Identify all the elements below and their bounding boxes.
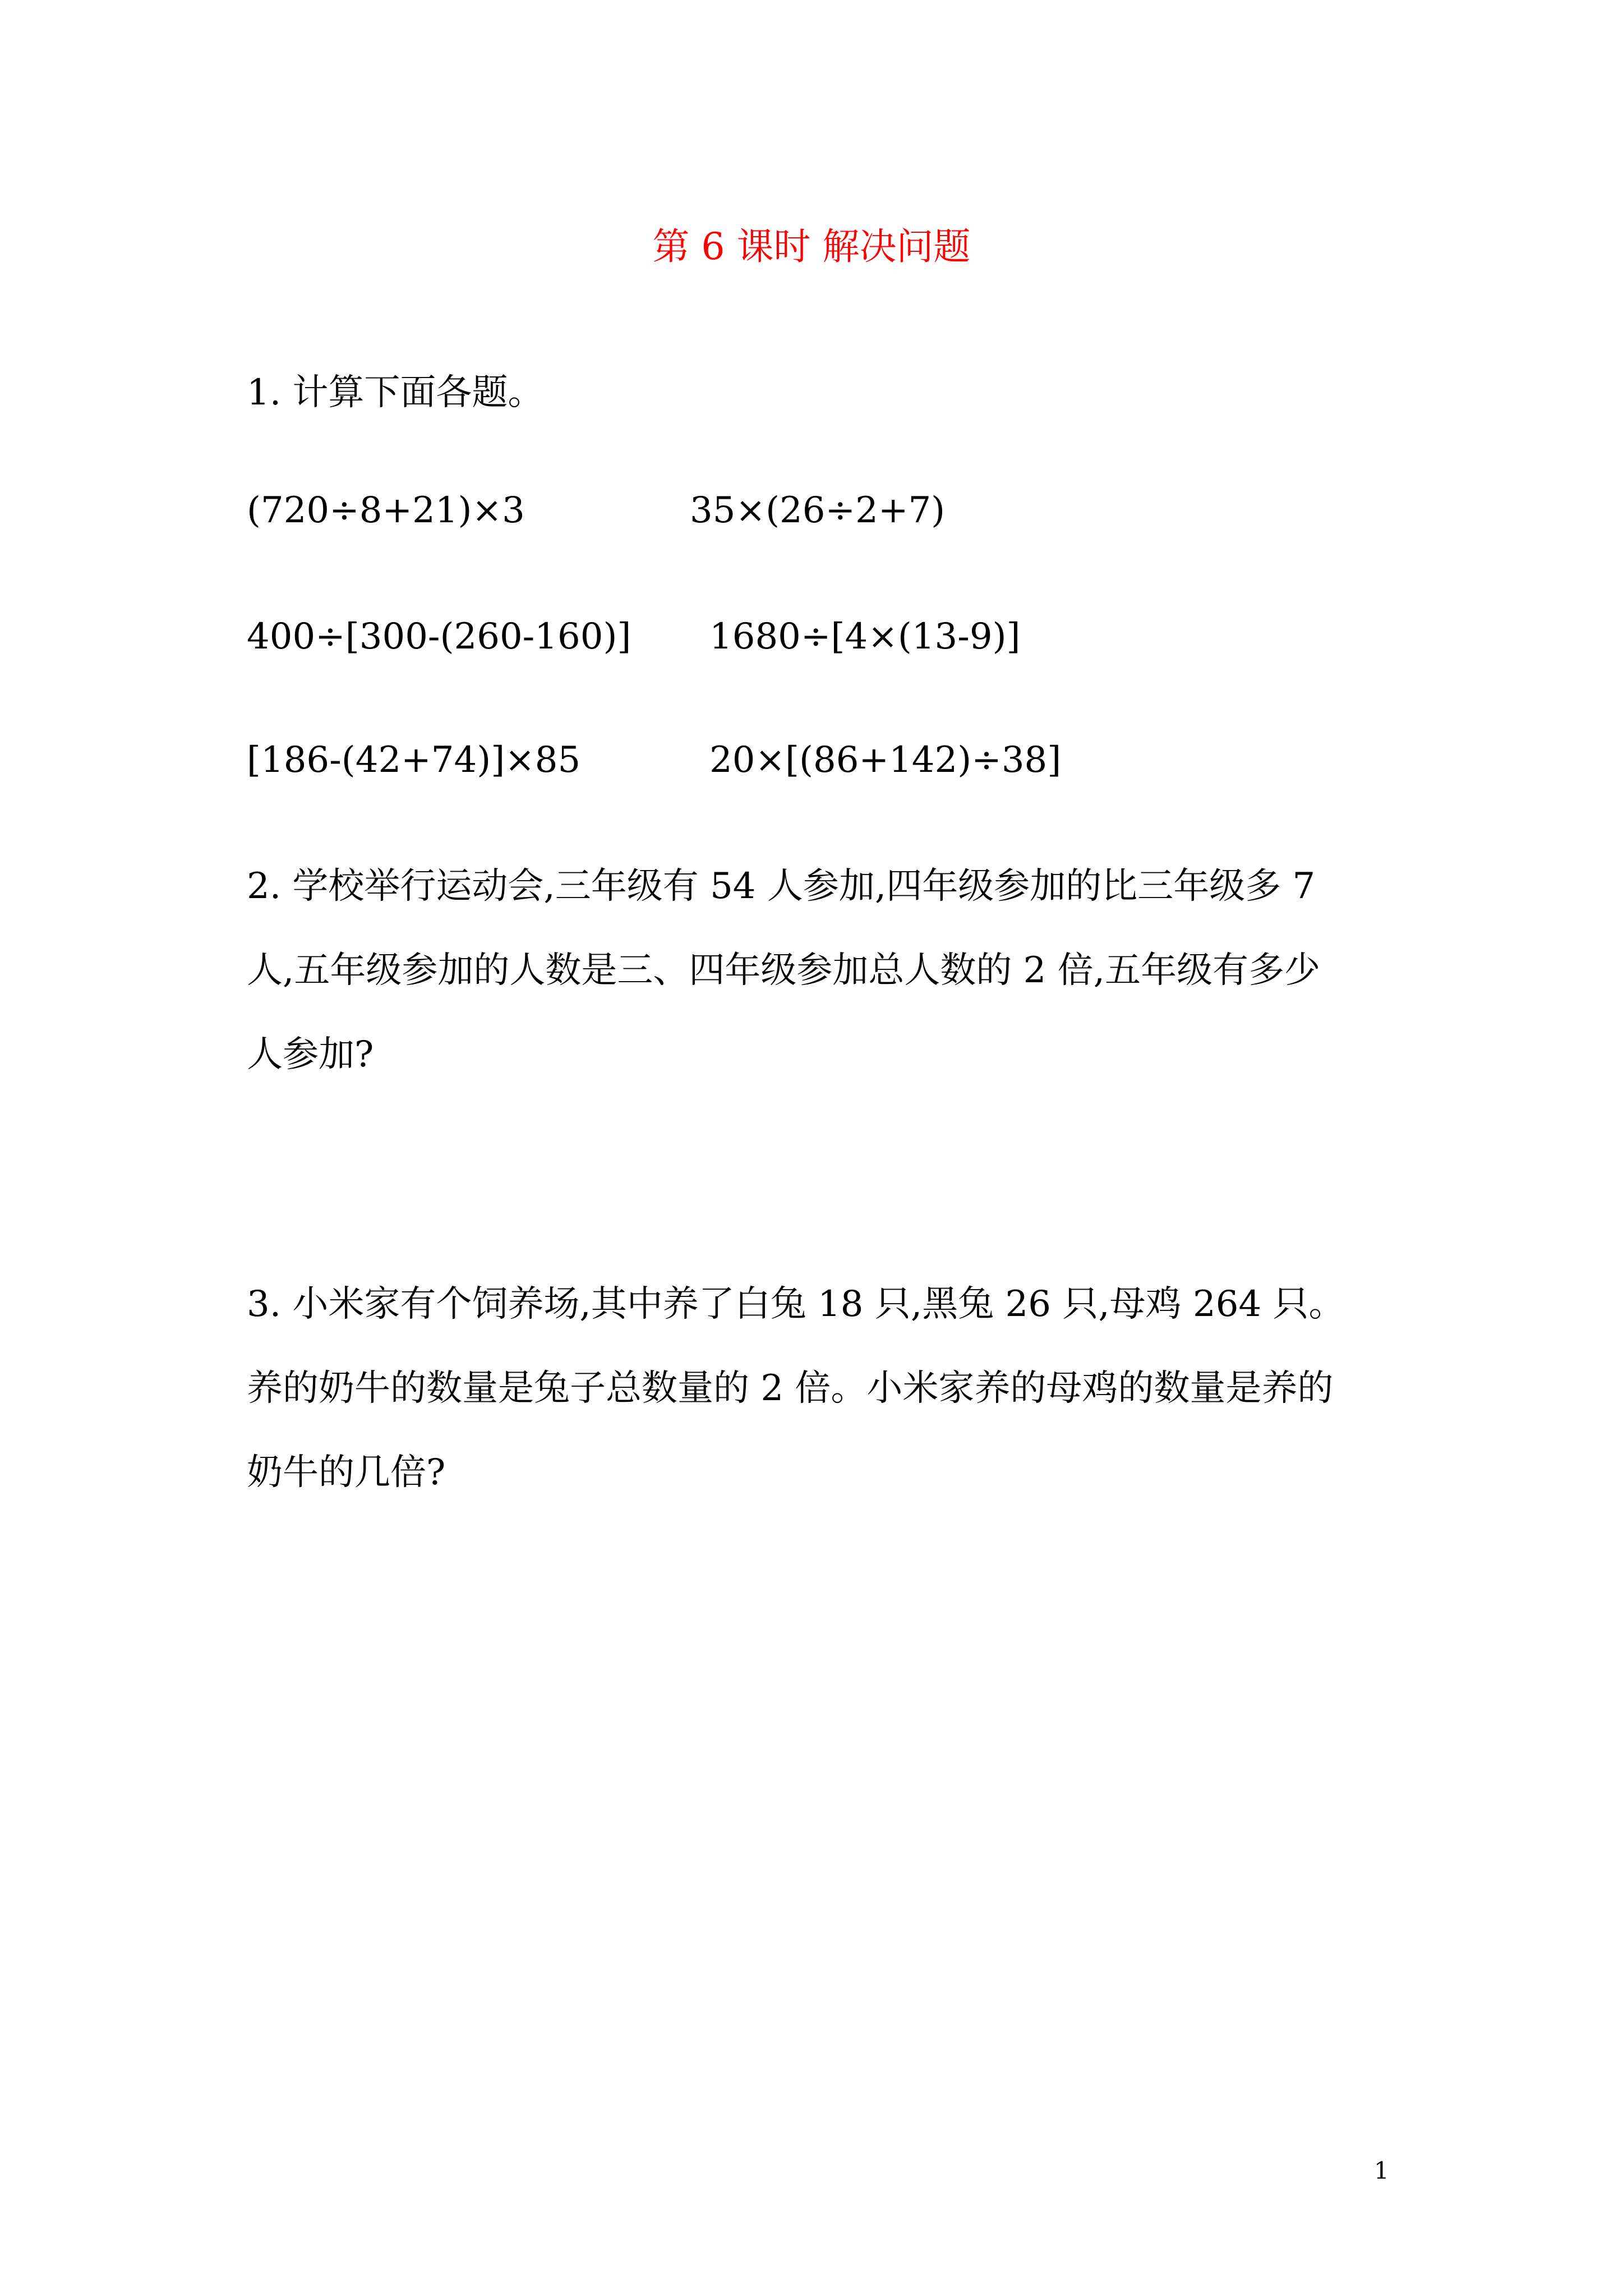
question-3 (247, 1262, 1380, 1515)
question-2 (247, 844, 1380, 1097)
expression-3: 400÷[300-(260-160)] (247, 616, 631, 657)
question-2-line-2: 人,五年级参加的人数是三、四年级参加总人数的 2 倍,五年级有多少 (247, 950, 1321, 991)
page-number: 1 (1374, 2157, 1389, 2184)
question-3-line-3: 奶牛的几倍? (247, 1452, 446, 1493)
expression-1: (720÷8+21)×3 (247, 490, 525, 531)
question-3-line-1: 3. 小米家有个饲养场,其中养了白兔 18 只,黑兔 26 只,母鸡 264 只。 (247, 1283, 1345, 1325)
question-2-line-1: 2. 学校举行运动会,三年级有 54 人参加,四年级参加的比三年级多 7 (247, 866, 1316, 907)
expression-6: 20×[(86+142)÷38] (709, 739, 1062, 781)
expression-4: 1680÷[4×(13-9)] (709, 616, 1021, 657)
question-3-line-2: 养的奶牛的数量是兔子总数量的 2 倍。小米家养的母鸡的数量是养的 (247, 1368, 1334, 1409)
question-1-heading: 1. 计算下面各题。 (247, 372, 544, 413)
question-2-line-3: 人参加? (247, 1034, 374, 1075)
expression-2: 35×(26÷2+7) (690, 490, 946, 531)
lesson-title: 第 6 课时 解决问题 (652, 225, 971, 268)
expression-5: [186-(42+74)]×85 (247, 739, 581, 781)
